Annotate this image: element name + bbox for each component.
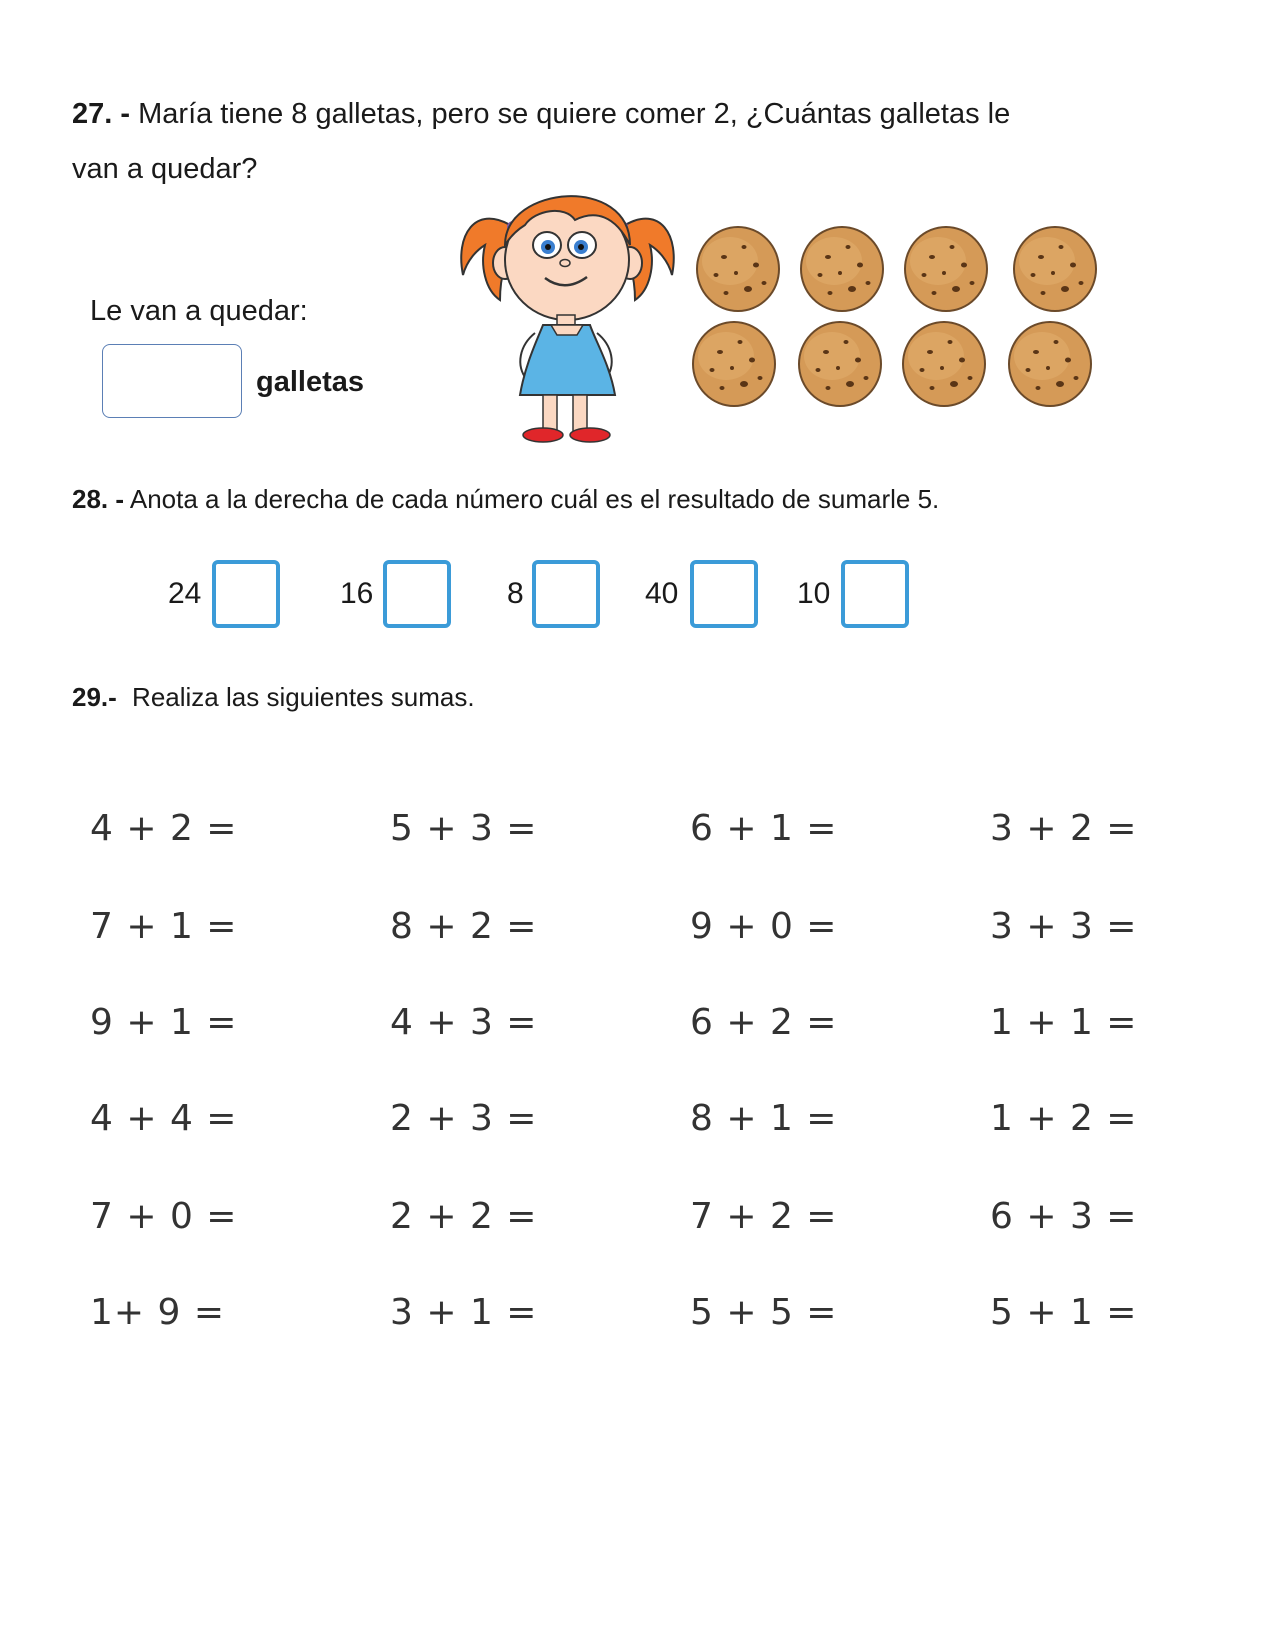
cookie-2	[801, 227, 883, 311]
q27-answer-box[interactable]	[102, 344, 242, 418]
sum-item: 2 + 3 =	[390, 1098, 538, 1139]
sum-item: 3 + 1 =	[390, 1292, 538, 1333]
sum-item: 8 + 1 =	[690, 1098, 838, 1139]
cookie-5	[693, 322, 775, 406]
sum-item: 4 + 4 =	[90, 1098, 238, 1139]
q28-dash: -	[115, 484, 125, 514]
sum-item: 4 + 2 =	[90, 808, 238, 849]
cookie-4	[1014, 227, 1096, 311]
sum-item: 4 + 3 =	[390, 1002, 538, 1043]
sum-item: 1 + 1 =	[990, 1002, 1138, 1043]
sum-item: 6 + 3 =	[990, 1196, 1138, 1237]
q28-text: Anota a la derecha de cada número cuál es el resultado de sumarle 5.	[129, 484, 940, 514]
sum-item: 9 + 1 =	[90, 1002, 238, 1043]
cookies-svg	[690, 222, 1110, 414]
q28-number-1: 24	[168, 577, 202, 610]
q28-number-5: 10	[797, 577, 831, 610]
sum-item: 3 + 3 =	[990, 906, 1138, 947]
sum-item: 5 + 3 =	[390, 808, 538, 849]
cookie-6	[799, 322, 881, 406]
sum-item: 9 + 0 =	[690, 906, 838, 947]
cookie-1	[697, 227, 779, 311]
sum-item: 1 + 2 =	[990, 1098, 1138, 1139]
q27-answer-unit: galletas	[256, 366, 364, 398]
sum-item: 7 + 1 =	[90, 906, 238, 947]
q28-number: 28.	[72, 484, 109, 514]
q27-number: 27.	[72, 98, 113, 130]
q28-number-4: 40	[645, 577, 679, 610]
q29-number: 29.-	[72, 682, 117, 712]
q28-answer-box-5[interactable]	[841, 560, 909, 628]
q27-dash: -	[120, 98, 131, 130]
q28-answer-box-1[interactable]	[212, 560, 280, 628]
cookie-7	[903, 322, 985, 406]
sum-item: 3 + 2 =	[990, 808, 1138, 849]
cookie-3	[905, 227, 987, 311]
q28-answer-box-3[interactable]	[532, 560, 600, 628]
q28-number-3: 8	[507, 577, 524, 610]
q28-answer-box-4[interactable]	[690, 560, 758, 628]
q27-text-line1: María tiene 8 galletas, pero se quiere comer 2, ¿Cuántas galletas le	[138, 98, 1011, 130]
q27-text-line2: van a quedar?	[72, 153, 258, 185]
q27-question-line1	[72, 100, 1010, 129]
sum-item: 2 + 2 =	[390, 1196, 538, 1237]
q28-number-2: 16	[340, 577, 374, 610]
q27-answer-label: Le van a quedar:	[90, 295, 308, 327]
sum-item: 5 + 5 =	[690, 1292, 838, 1333]
sum-item: 6 + 2 =	[690, 1002, 838, 1043]
girl-illustration	[455, 165, 680, 450]
q29-question	[72, 682, 475, 713]
sum-item: 7 + 0 =	[90, 1196, 238, 1237]
sum-item: 5 + 1 =	[990, 1292, 1138, 1333]
sum-item: 7 + 2 =	[690, 1196, 838, 1237]
q28-question	[72, 484, 939, 515]
sum-item: 6 + 1 =	[690, 808, 838, 849]
q28-answer-box-2[interactable]	[383, 560, 451, 628]
q29-text: Realiza las siguientes sumas.	[132, 682, 475, 712]
cookie-8	[1009, 322, 1091, 406]
sum-item: 1+ 9 =	[90, 1292, 226, 1333]
cookie-group	[690, 222, 1110, 414]
sum-item: 8 + 2 =	[390, 906, 538, 947]
